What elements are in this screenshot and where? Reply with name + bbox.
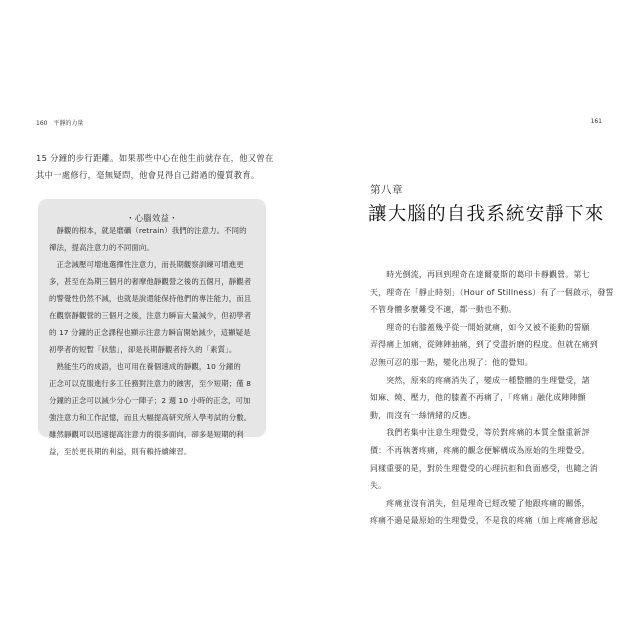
body-line: 弄得痛上加痛，從陣陣抽痛，到了受盡折磨的程度。但就在痛到 <box>370 340 598 350</box>
sidebar-title: ・心腦效益・ <box>126 213 178 223</box>
book-title: 平靜的力量 <box>53 120 84 127</box>
body-line: 失。 <box>370 481 387 491</box>
sidebar-line: 禪法，提高注意力的不同面向。 <box>49 243 154 252</box>
body-line: 時光倒流，再回到理奇在達爾豪斯的葛印卡靜觀營。第七 <box>370 270 590 279</box>
page-number-left: 160 <box>36 120 48 127</box>
body-line: 疼痛並沒有消失，但是理奇已經改變了他跟疼痛的關係， <box>370 498 590 508</box>
sidebar-line: 強注意力和工作記憶，而且大幅提高研究所入學考試的分數。 <box>49 413 252 422</box>
chapter-title: 讓大腦的自我系統安靜下來 <box>368 204 605 225</box>
chapter-body <box>370 266 614 530</box>
sidebar-line: 的警覺性仍然不減，也就是說還能保持他們的專注能力，而且 <box>49 294 252 303</box>
body-line: 動，而沒有一絲情緒的反應。 <box>370 410 476 420</box>
body-line: 忍無可忍的那一點，變化出現了：他的覺知。 <box>370 357 533 367</box>
body-line: 理奇的右膝蓋幾乎從一開始就痛，如今又被不能動的誓願 <box>370 322 590 332</box>
chapter-number: 第八章 <box>370 184 403 196</box>
sidebar-line: 雖然靜觀可以迅速提高注意力的很多面向，卻多是短期的利 <box>49 430 244 439</box>
page-number-right: 161 <box>590 118 602 125</box>
sidebar-line: 熟能生巧的成語，也可用在養個速成的靜觀，10 分鐘的 <box>49 362 241 371</box>
body-line: 不管身體多麼難受不適，都一動也不動。 <box>370 305 517 315</box>
body-line: 同樣重要的是，對於生理覺受的心理抗拒和負面感受，也隨之消 <box>370 463 598 473</box>
body-line: 天，理奇在「靜止時刻」（Hour of Stillness）有了一個啟示，發誓 <box>370 287 614 297</box>
running-head-left <box>36 118 83 127</box>
sidebar-line: 在觀察靜觀營的三個月之後，注意力瞬盲大量減少，但初學者 <box>49 311 252 320</box>
sidebar-line: 正念可以克服進行多工任務對注意力的蝕害，至少短期；僅 8 <box>49 379 252 388</box>
right-page <box>320 0 640 640</box>
sidebar-line: 的 17 分鐘的正念課程也顯示注意力瞬盲開始減少，這顯疑是 <box>49 328 251 337</box>
sidebar-line: 靜觀的根本，就是磨礪（retrain）我們的注意力。不同的 <box>49 226 247 235</box>
text-line: 15 分鐘的步行距離。如果那些中心在他生前就存在，他又曾在 <box>36 153 274 163</box>
body-line: 如麻、燒、壓力，他的膝蓋不再痛了，「疼痛」融化成陣陣顫 <box>370 393 586 403</box>
body-line: 疼痛不過是最原始的生理覺受，不是我的疼痛（加上疼痛會惡起 <box>370 516 598 526</box>
sidebar-line: 正念減壓可增進選擇性注意力，而長期觀察訓練可增進更 <box>49 260 244 269</box>
body-line: 突然，原來的疼痛消失了，變成一種整體的生理覺受，諸 <box>370 375 590 385</box>
text-line: 其中一處修行，毫無疑問，他會見得自己錯過的優質教育。 <box>36 170 260 180</box>
sidebar-body <box>49 222 251 460</box>
left-top-paragraph <box>36 150 296 184</box>
sidebar-box <box>38 199 266 456</box>
body-line: 我們若集中注意生理覺受，等於對疼痛的本質全盤重新評 <box>370 428 590 438</box>
sidebar-line: 益，至於更長期的利益，則有賴持續練習。 <box>49 447 192 456</box>
body-line: 價：不再執著疼痛，疼痛的觀念便解構成為原始的生理覺受。 <box>370 445 590 455</box>
sidebar-line: 多，甚至在為期三個月的奢摩他靜觀營之後的五個月，靜觀者 <box>49 277 252 286</box>
sidebar-line: 初學者的短暫「狀態」，卻是長期靜觀者持久的「素質」。 <box>49 345 237 354</box>
sidebar-line: 分鐘的正念可以減少分心一陣子；2 週 10 小時的正念，可加 <box>49 396 251 405</box>
